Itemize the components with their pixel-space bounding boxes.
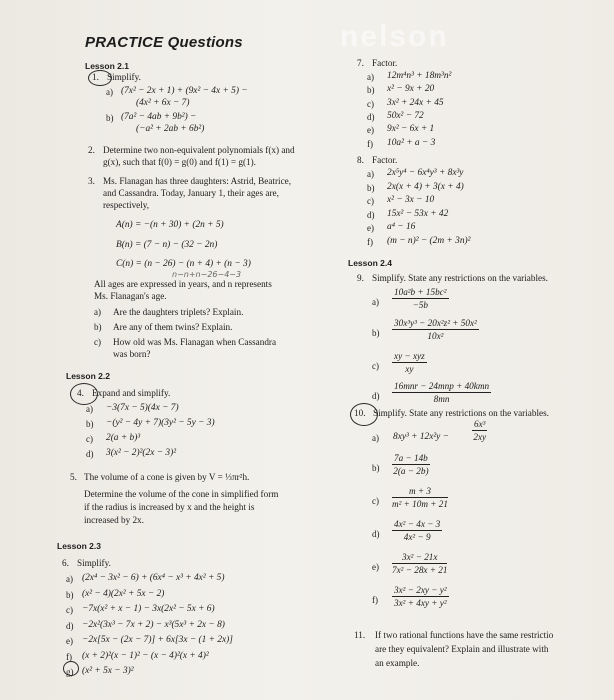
q5-text-line2: Determine the volume of the cone in simplified form	[84, 489, 279, 499]
q9-item-label-2: c)	[372, 361, 379, 371]
q3-b-label: b)	[94, 322, 102, 332]
q9-item-denominator-0: −5b	[412, 300, 428, 310]
q8-item-expr-3: 15x² − 53x + 42	[387, 208, 449, 219]
q9-item-label-1: b)	[372, 328, 380, 338]
q6-item-label-2: c)	[66, 605, 73, 615]
q2-text-line1: Determine two non-equivalent polynomials f(x) and	[103, 145, 295, 155]
q4-prompt: Expand and simplify.	[92, 388, 171, 398]
lesson-2-3-heading: Lesson 2.3	[57, 541, 101, 551]
q11-text-line1: If two rational functions have the same restrictio	[375, 630, 554, 640]
q7-item-label-5: f)	[367, 138, 373, 149]
q3-number: 3.	[88, 176, 95, 186]
q3-text-line2: and Cassandra. Today, January 1, their ages are,	[103, 188, 279, 198]
q10-item-fraction-1	[392, 486, 448, 509]
q3-a-text: Are the daughters triplets? Explain.	[113, 307, 244, 317]
q6-item-label-0: a)	[66, 574, 73, 584]
q4-c-expr: 2(a + b)³	[106, 433, 141, 443]
lesson-2-4-heading: Lesson 2.4	[348, 258, 392, 268]
q8-item-expr-1: 2x(x + 4) + 3(x + 4)	[387, 181, 464, 192]
q11-text-line3: an example.	[375, 658, 420, 668]
q4-d-label: d)	[86, 449, 94, 459]
q8-item-expr-5: (m − n)² − (2m + 3n)²	[387, 235, 471, 246]
q9-item-numerator-2: xy − xyz	[394, 351, 425, 361]
q10-item-fraction-3	[392, 552, 447, 575]
q3-equation-a: A(n) = −(n + 30) + (2n + 5)	[116, 220, 224, 230]
q9-item-label-3: d)	[372, 391, 380, 401]
q8-item-label-2: c)	[367, 196, 374, 206]
q8-item-label-1: b)	[367, 182, 375, 193]
q6-item-label-3: d)	[66, 620, 74, 631]
q7-item-label-3: d)	[367, 111, 375, 122]
q9-item-numerator-1: 30x³y³ − 20x²z² + 50x²	[394, 318, 477, 328]
q3-c-label: c)	[94, 337, 101, 347]
q10-item-numerator-1: m + 3	[392, 486, 448, 498]
q10-item-label-2: d)	[372, 529, 380, 539]
watermark: nelson	[340, 20, 449, 53]
q9-number: 9.	[357, 273, 364, 283]
q6-item-expr-3: −2x²(3x³ − 7x + 2) − x³(5x³ + 2x − 8)	[82, 619, 225, 630]
q1-a-label: a)	[106, 87, 113, 97]
q6-item-label-4: e)	[66, 636, 73, 646]
q10-item-denominator-1: m² + 10m + 21	[392, 499, 448, 509]
q10-number: 10.	[354, 408, 366, 418]
q8-item-expr-4: a⁴ − 16	[387, 222, 416, 232]
q7-item-expr-3: 50x² − 72	[387, 110, 424, 121]
q3-equation-c: C(n) = (n − 26) − (n + 4) + (n − 3)	[116, 259, 251, 269]
q10-a-fraction	[472, 419, 487, 442]
q10-item-fraction-2	[392, 519, 442, 542]
q4-b-label: b)	[86, 419, 94, 429]
q9-item-fraction-3	[392, 381, 491, 404]
q3-c-text-line2: was born?	[113, 349, 151, 359]
q9-prompt: Simplify. State any restrictions on the variables.	[372, 273, 548, 283]
q4-a-expr: −3(7x − 5)(4x − 7)	[106, 403, 179, 413]
q10-item-fraction-4	[392, 585, 449, 608]
q10-item-numerator-4: 3x² − 2xy − y²	[394, 585, 447, 595]
q7-item-label-0: a)	[367, 72, 374, 82]
q6-item-expr-6: (x² + 5x − 3)²	[82, 666, 134, 676]
q10-item-label-3: e)	[372, 562, 379, 572]
q10-item-numerator-2: 4x² − 4x − 3	[394, 519, 441, 529]
q3-a-label: a)	[94, 307, 101, 317]
q6-item-label-1: b)	[66, 589, 74, 600]
q1-b-label: b)	[106, 113, 114, 123]
lesson-2-1-heading: Lesson 2.1	[85, 61, 129, 71]
q6-item-expr-1: (x² − 4)(2x² + 5x − 2)	[82, 588, 165, 599]
q3-text-line4: All ages are expressed in years, and n represents	[94, 279, 272, 289]
q4-a-label: a)	[86, 404, 93, 414]
q7-prompt: Factor.	[372, 58, 398, 68]
q9-item-denominator-3: 8mn	[433, 394, 450, 404]
q10-item-label-1: c)	[372, 496, 379, 506]
q9-item-denominator-1: 10x²	[427, 331, 444, 341]
q10-item-label-0: b)	[372, 463, 380, 473]
q1-b-expr-line2: (−a² + 2ab + 6b²)	[136, 124, 205, 134]
q3-b-text: Are any of them twins? Explain.	[113, 322, 233, 332]
q8-item-expr-2: x² − 3x − 10	[387, 195, 435, 205]
q7-item-expr-0: 12m⁴n³ + 18m³n²	[387, 71, 452, 81]
q10-item-numerator-0: 7a − 14b	[394, 453, 428, 463]
q5-text-line1: The volume of a cone is given by V = ⅓πr²h.	[84, 472, 250, 482]
q7-number: 7.	[357, 58, 364, 68]
q8-item-label-3: d)	[367, 209, 375, 220]
q6-number: 6.	[62, 558, 69, 568]
q10-item-label-4: f)	[372, 595, 378, 605]
q4-d-expr: 3(x² − 2)²(2x − 3)²	[106, 448, 177, 458]
q10-item-denominator-3: 7x² − 28x + 21	[392, 565, 448, 575]
q6-prompt: Simplify.	[77, 558, 111, 568]
q7-item-label-2: c)	[367, 98, 374, 109]
q8-item-expr-0: 2x⁵y⁴ − 6x⁴y³ + 8x³y	[387, 168, 464, 178]
q1-a-expr-line2: (4x² + 6x − 7)	[136, 98, 190, 108]
q10-a-denominator: 2xy	[473, 432, 487, 442]
q2-text-line2: g(x), such that f(0) = g(0) and f(1) = g(1).	[103, 157, 256, 167]
q10-item-denominator-4: 3x² + 4xy + y²	[394, 598, 447, 608]
q5-number: 5.	[70, 472, 77, 482]
q10-prompt: Simplify. State any restrictions on the variables.	[373, 408, 549, 418]
q3-text-line5: Ms. Flanagan's age.	[94, 291, 167, 301]
q6-item-label-5: f)	[66, 651, 72, 662]
q11-text-line2: are they equivalent? Explain and illustrate with	[375, 644, 549, 654]
q10-a-label: a)	[372, 433, 379, 443]
q8-prompt: Factor.	[372, 155, 398, 165]
q8-number: 8.	[357, 155, 364, 165]
q6-item-expr-5: (x + 2)²(x − 1)² − (x − 4)²(x + 4)²	[82, 650, 209, 661]
q7-item-label-4: e)	[367, 125, 374, 136]
q5-text-line4: increased by 2x.	[84, 515, 144, 525]
page-title: PRACTICE Questions	[85, 34, 243, 51]
q1-a-expr-line1: (7x² − 2x + 1) + (9x² − 4x + 5) −	[121, 86, 248, 96]
q9-item-fraction-1	[392, 318, 479, 341]
q8-item-label-5: f)	[367, 236, 373, 247]
q1-b-expr-line1: (7a² − 4ab + 9b²) −	[121, 112, 197, 122]
q9-item-numerator-0: 10a²b + 15bc²	[394, 287, 447, 297]
q7-item-label-1: b)	[367, 85, 375, 96]
q8-item-label-0: a)	[367, 169, 374, 179]
q8-item-label-4: e)	[367, 223, 374, 233]
q7-item-expr-5: 10a² + a − 3	[387, 137, 436, 148]
q10-item-fraction-0	[392, 453, 430, 476]
q10-item-denominator-0: 2(a − 2b)	[393, 466, 429, 476]
q9-item-label-0: a)	[372, 297, 379, 307]
q7-item-expr-4: 9x² − 6x + 1	[387, 124, 435, 135]
q10-a-lead: 8xy³ + 12x²y −	[393, 432, 450, 442]
q4-c-label: c)	[86, 434, 93, 444]
q7-item-expr-2: 3x² + 24x + 45	[387, 97, 444, 108]
q9-item-fraction-0	[392, 287, 449, 310]
q1-prompt: Simplify.	[107, 72, 141, 82]
q10-a-numerator: 6x³	[474, 419, 486, 429]
q6-item-expr-4: −2x[5x − (2x − 7)] + 6x[3x − (1 + 2x)]	[82, 635, 233, 645]
q6-item-expr-0: (2x⁴ − 3x² − 6) + (6x⁴ − x³ + 4x² + 5)	[82, 573, 225, 583]
q9-item-denominator-2: xy	[405, 364, 414, 374]
q4-number: 4.	[77, 388, 84, 398]
q3-text-line3: respectively,	[103, 200, 150, 210]
q11-number: 11.	[354, 630, 366, 640]
q10-item-denominator-2: 4x² − 9	[403, 532, 431, 542]
q6-item-label-6: g)	[66, 667, 74, 677]
q3-c-text-line1: How old was Ms. Flanagan when Cassandra	[113, 337, 277, 347]
q7-item-expr-1: x² − 9x + 20	[387, 84, 435, 95]
q9-item-numerator-3: 16mnr − 24mnp + 40kmn	[394, 381, 490, 391]
q3-handwritten-note: n−n+n−26−4−3	[172, 270, 242, 279]
q4-b-expr: −(y² − 4y + 7)(3y² − 5y − 3)	[106, 418, 215, 428]
q3-text-line1: Ms. Flanagan has three daughters: Astrid, Beatrice,	[103, 176, 292, 186]
q3-equation-b: B(n) = (7 − n) − (32 − 2n)	[116, 240, 218, 250]
q10-item-numerator-3: 3x² − 21x	[392, 552, 447, 564]
q6-item-expr-2: −7x(x² + x − 1) − 3x(2x² − 5x + 6)	[82, 604, 215, 614]
lesson-2-2-heading: Lesson 2.2	[66, 371, 110, 381]
q9-item-fraction-2	[392, 351, 427, 374]
q2-number: 2.	[88, 145, 95, 155]
q1-number: 1.	[92, 72, 99, 82]
q5-text-line3: if the radius is increased by x and the height is	[84, 502, 255, 512]
